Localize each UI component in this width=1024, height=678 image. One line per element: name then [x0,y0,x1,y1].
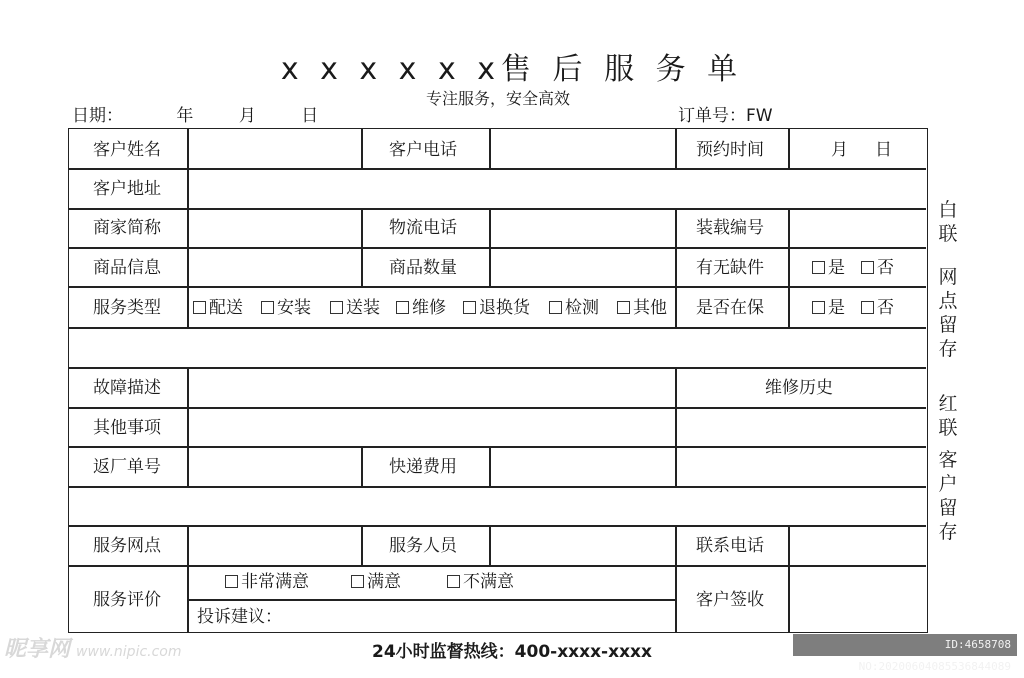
col-divider [489,129,491,168]
repair-history-label: 维修历史 [765,378,833,398]
checkbox[interactable] [351,575,364,588]
white-copy-note [937,198,959,246]
checkbox[interactable] [330,301,343,314]
row-divider [69,247,926,249]
col-divider [361,208,363,287]
missing-parts-no[interactable] [861,258,894,278]
row-divider [69,446,926,448]
checkbox[interactable] [447,575,460,588]
service-option-repair[interactable] [396,298,446,318]
side-char: 红 [938,393,958,415]
col-divider [675,286,677,327]
col-divider [361,446,363,486]
watermark-brand: 昵享网 [4,637,71,662]
option-label: 送装 [346,298,380,318]
col-divider [675,129,677,168]
service-type-label: 服务类型 [93,298,161,318]
row-divider [69,208,926,210]
contact-phone-label: 联系电话 [696,536,764,556]
col-divider [675,525,677,565]
col-divider [675,565,677,633]
option-label: 否 [877,298,894,318]
checkbox[interactable] [549,301,562,314]
watermark-id-bar: ID:4658708 NO:20200604085536844089 [793,634,1017,656]
checkbox[interactable] [812,261,825,274]
warranty-yes[interactable] [812,298,845,318]
option-label: 不满意 [463,572,514,592]
appointment-day-label: 日 [875,140,892,160]
row-divider [69,367,926,369]
watermark-site: www.nipic.com [76,644,182,660]
checkbox[interactable] [396,301,409,314]
checkbox[interactable] [225,575,238,588]
col-divider [675,446,677,486]
option-label: 其他 [633,298,667,318]
side-char: 留 [938,314,958,336]
logistics-phone-label: 物流电话 [389,218,457,238]
watermark-logo [4,632,182,663]
customer-keep-note [937,448,959,544]
side-char: 网 [938,266,958,288]
row-divider [69,525,926,527]
outlet-keep-note [937,265,959,361]
under-warranty-label: 是否在保 [696,298,764,318]
checkbox[interactable] [463,301,476,314]
month-label: 月 [238,106,256,126]
customer-phone-label: 客户电话 [389,140,457,160]
row-divider [69,168,926,170]
checkbox[interactable] [617,301,630,314]
missing-parts-label: 有无缺件 [696,258,764,278]
merchant-name-label: 商家简称 [93,218,161,238]
rating-unsatisfied[interactable] [447,572,514,592]
date-line [72,101,318,126]
fault-description-label: 故障描述 [93,378,161,398]
courier-fee-label: 快递费用 [389,457,457,477]
checkbox[interactable] [812,301,825,314]
option-label: 退换货 [479,298,530,318]
col-divider [187,565,189,633]
year-label: 年 [176,106,194,126]
service-option-return-exchange[interactable] [463,298,530,318]
product-info-label: 商品信息 [93,258,161,278]
col-divider [675,208,677,287]
col-divider [788,208,790,287]
service-option-install[interactable] [261,298,311,318]
checkbox[interactable] [193,301,206,314]
product-quantity-label: 商品数量 [389,258,457,278]
col-divider [489,525,491,565]
option-label: 否 [877,258,894,278]
row-divider [188,599,675,601]
missing-parts-yes[interactable] [812,258,845,278]
row-divider [69,286,926,288]
service-rating-label: 服务评价 [93,590,161,610]
col-divider [361,129,363,168]
date-label: 日期： [72,106,123,126]
side-char: 客 [938,449,958,471]
option-label: 配送 [209,298,243,318]
checkbox[interactable] [861,301,874,314]
service-option-delivery[interactable] [193,298,243,318]
col-divider [489,208,491,287]
rating-very-satisfied[interactable] [225,572,309,592]
col-divider [187,446,189,486]
service-option-deliver-install[interactable] [330,298,380,318]
loading-number-label: 装载编号 [696,218,764,238]
checkbox[interactable] [861,261,874,274]
col-divider [187,168,189,208]
row-divider [69,486,926,488]
option-label: 满意 [367,572,401,592]
col-divider [187,129,189,168]
col-divider [187,286,189,327]
side-char: 联 [938,223,958,245]
col-divider [788,565,790,633]
option-label: 非常满意 [241,572,309,592]
option-label: 是 [828,298,845,318]
side-char: 留 [938,497,958,519]
return-number-label: 返厂单号 [93,457,161,477]
customer-name-label: 客户姓名 [93,140,161,160]
col-divider [187,208,189,287]
service-outlet-label: 服务网点 [93,536,161,556]
row-divider [69,407,926,409]
service-form-table [68,128,928,633]
checkbox[interactable] [261,301,274,314]
appointment-time-label: 预约时间 [696,140,764,160]
form-subtitle: 专注服务，安全高效 [425,89,570,108]
option-label: 检测 [565,298,599,318]
warranty-no[interactable] [861,298,894,318]
other-matters-label: 其他事项 [93,418,161,438]
row-divider [69,327,926,329]
col-divider [187,367,189,447]
col-divider [187,525,189,565]
side-char: 点 [938,290,958,312]
col-divider [489,446,491,486]
day-label: 日 [301,106,319,126]
order-number-label: 订单号：FW [678,106,773,126]
customer-address-label: 客户地址 [93,179,161,199]
side-char: 户 [938,473,958,495]
service-staff-label: 服务人员 [389,536,457,556]
appointment-month-label: 月 [831,140,848,160]
service-option-other[interactable] [617,298,667,318]
col-divider [788,525,790,565]
side-char: 存 [938,338,958,360]
col-divider [788,286,790,327]
rating-satisfied[interactable] [351,572,401,592]
red-copy-note [937,392,959,440]
complaint-label: 投诉建议： [197,607,282,627]
col-divider [361,525,363,565]
option-label: 是 [828,258,845,278]
form-title: x x x x x x售 后 服 务 单 [280,52,744,87]
option-label: 安装 [277,298,311,318]
service-option-inspection[interactable] [549,298,599,318]
supervision-hotline: 24小时监督热线：400-xxxx-xxxx [372,642,652,662]
row-divider [69,565,926,567]
option-label: 维修 [412,298,446,318]
side-char: 联 [938,417,958,439]
side-char: 存 [938,521,958,543]
side-char: 白 [938,199,958,221]
col-divider [788,129,790,168]
customer-signature-label: 客户签收 [696,590,764,610]
col-divider [675,367,677,447]
